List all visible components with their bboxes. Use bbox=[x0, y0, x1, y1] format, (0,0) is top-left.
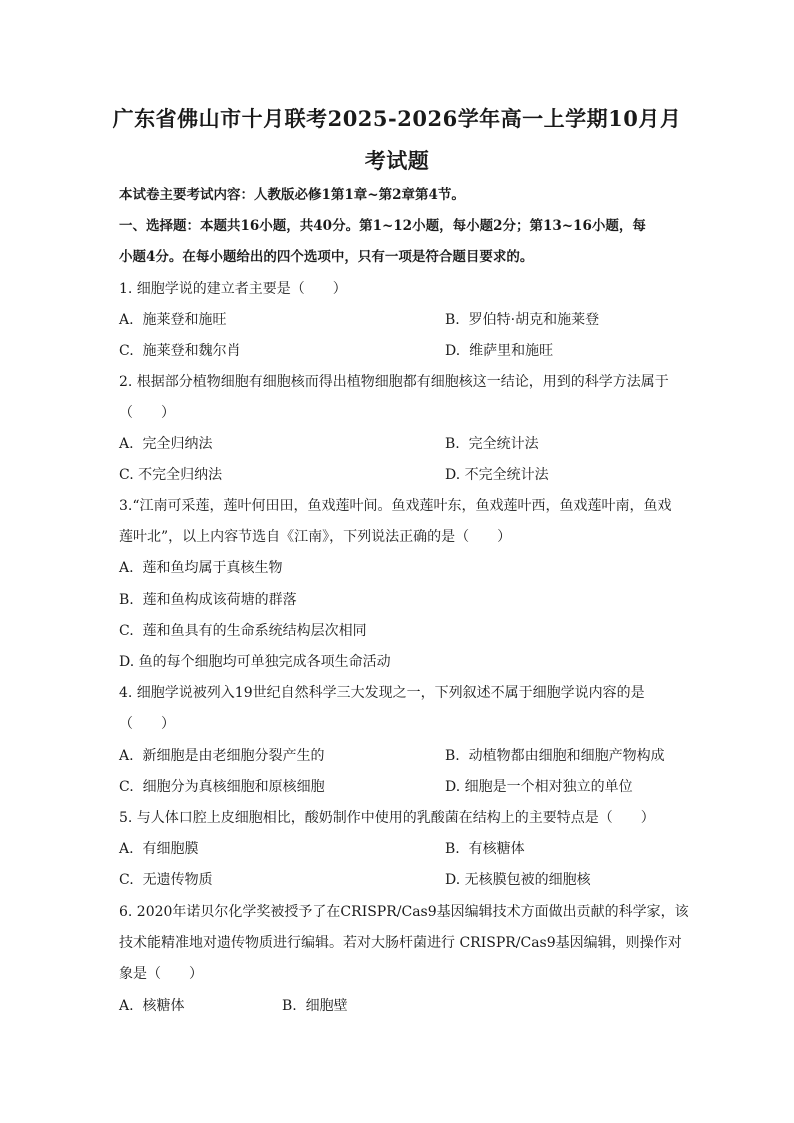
question-1-option-b: B. 罗伯特·胡克和施莱登 bbox=[445, 312, 600, 328]
question-4-option-a: A. 新细胞是由老细胞分裂产生的 bbox=[119, 748, 325, 764]
question-6-stem-line-2: 技术能精准地对遗传物质进行编辑。若对大肠杆菌进行 CRISPR/Cas9基因编辑，则操作对 bbox=[119, 935, 682, 951]
question-6-option-b: B. 细胞壁 bbox=[282, 998, 348, 1014]
question-5-option-b: B. 有核糖体 bbox=[445, 841, 525, 857]
question-3-option-b: B. 莲和鱼构成该荷塘的群落 bbox=[119, 592, 297, 608]
question-2-option-c: C. 不完全归纳法 bbox=[119, 467, 223, 483]
question-5-option-c: C. 无遗传物质 bbox=[119, 872, 213, 888]
section-header-line-2: 小题4分。在每小题给出的四个选项中，只有一项是符合题目要求的。 bbox=[119, 249, 534, 265]
document-title-line-1: 广东省佛山市十月联考2025-2026学年高一上学期10月月 bbox=[112, 106, 682, 131]
question-2-stem-line-2: （ ） bbox=[119, 405, 175, 421]
question-1-stem: 1. 细胞学说的建立者主要是（ ） bbox=[119, 281, 347, 297]
question-6-options-row-1 bbox=[119, 996, 679, 1016]
question-2-stem-line-1: 2. 根据部分植物细胞有细胞核而得出植物细胞都有细胞核这一结论，用到的科学方法属于 bbox=[119, 374, 669, 390]
question-5-options-row-1 bbox=[119, 839, 679, 859]
question-1-options-row-2 bbox=[119, 341, 679, 361]
question-2-option-b: B. 完全统计法 bbox=[445, 436, 539, 452]
question-4-option-c: C. 细胞分为真核细胞和原核细胞 bbox=[119, 779, 325, 795]
question-3-stem-line-2: 莲叶北”，以上内容节选自《江南》，下列说法正确的是（ ） bbox=[119, 529, 512, 545]
question-3-stem-line-1: 3.“江南可采莲，莲叶何田田，鱼戏莲叶间。鱼戏莲叶东，鱼戏莲叶西，鱼戏莲叶南，鱼戏 bbox=[119, 498, 672, 514]
scope-note: 本试卷主要考试内容：人教版必修1第1章~第2章第4节。 bbox=[119, 187, 465, 203]
question-1-option-c: C. 施莱登和魏尔肖 bbox=[119, 343, 241, 359]
question-6-stem-line-1: 6. 2020年诺贝尔化学奖被授予了在CRISPR/Cas9基因编辑技术方面做出贡献的科学家，该 bbox=[119, 904, 689, 920]
question-5-option-a: A. 有细胞膜 bbox=[119, 841, 199, 857]
question-4-stem-line-1: 4. 细胞学说被列入19世纪自然科学三大发现之一，下列叙述不属于细胞学说内容的是 bbox=[119, 685, 645, 701]
question-4-options-row-2 bbox=[119, 777, 679, 797]
question-3-option-d: D. 鱼的每个细胞均可单独完成各项生命活动 bbox=[119, 654, 391, 670]
question-3-option-c: C. 莲和鱼具有的生命系统结构层次相同 bbox=[119, 623, 367, 639]
section-header-line-1: 一、选择题：本题共16小题，共40分。第1~12小题，每小题2分；第13~16小题，每 bbox=[119, 218, 646, 234]
question-3-option-a: A. 莲和鱼均属于真核生物 bbox=[119, 560, 283, 576]
question-2-options-row-1 bbox=[119, 434, 679, 454]
question-2-option-d: D. 不完全统计法 bbox=[445, 467, 549, 483]
question-6-option-a: A. 核糖体 bbox=[119, 998, 185, 1014]
document-title-line-2: 考试题 bbox=[364, 148, 430, 173]
question-4-stem-line-2: （ ） bbox=[119, 716, 175, 732]
question-4-option-d: D. 细胞是一个相对独立的单位 bbox=[445, 779, 633, 795]
question-5-option-d: D. 无核膜包被的细胞核 bbox=[445, 872, 591, 888]
question-6-stem-line-3: 象是（ ） bbox=[119, 966, 203, 982]
question-1-option-d: D. 维萨里和施旺 bbox=[445, 343, 554, 359]
question-1-option-a: A. 施莱登和施旺 bbox=[119, 312, 227, 328]
question-2-options-row-2 bbox=[119, 465, 679, 485]
question-5-stem: 5. 与人体口腔上皮细胞相比，酸奶制作中使用的乳酸菌在结构上的主要特点是（ ） bbox=[119, 810, 655, 826]
question-4-options-row-1 bbox=[119, 746, 679, 766]
question-5-options-row-2 bbox=[119, 870, 679, 890]
question-4-option-b: B. 动植物都由细胞和细胞产物构成 bbox=[445, 748, 665, 764]
question-2-option-a: A. 完全归纳法 bbox=[119, 436, 213, 452]
question-1-options-row-1 bbox=[119, 310, 679, 330]
